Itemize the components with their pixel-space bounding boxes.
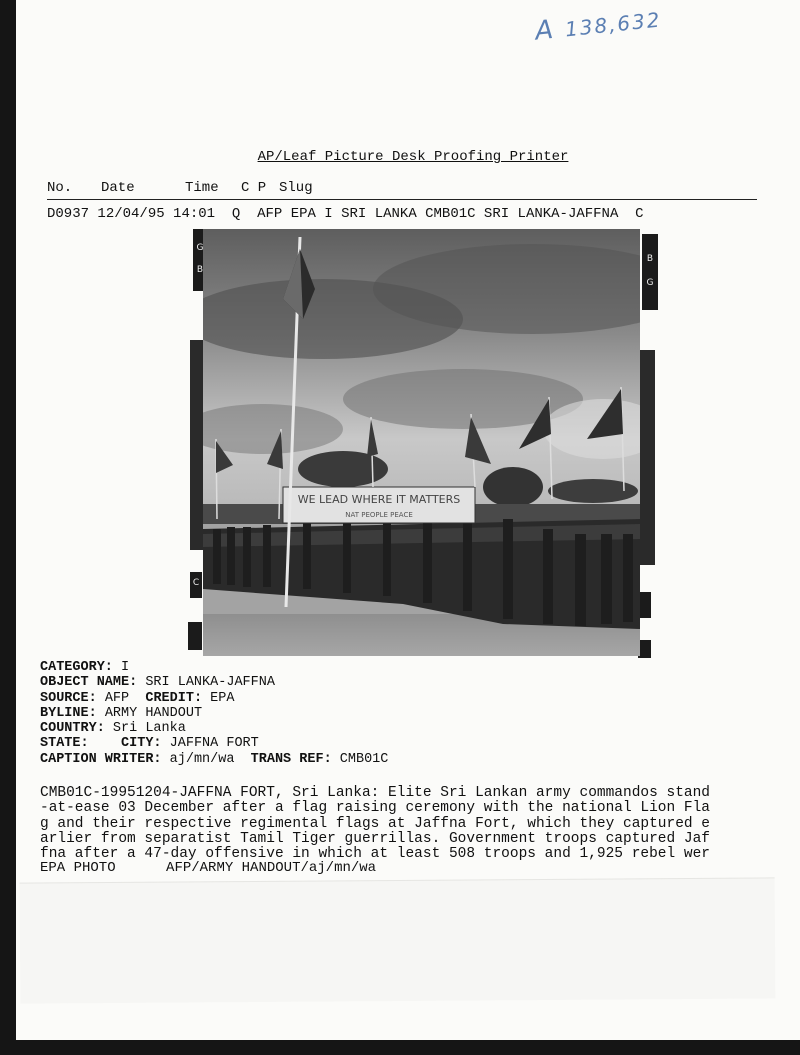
record-time: 14:01 bbox=[173, 206, 216, 222]
page-fold bbox=[20, 877, 776, 1003]
caption-line: arlier from separatist Tamil Tiger guerrillas. Government troops captured Jaf bbox=[40, 830, 711, 847]
caption-line: CMB01C-19951204-JAFFNA FORT, Sri Lanka: Elite Sri Lankan army commandos stand bbox=[40, 785, 711, 801]
col-cp: C P bbox=[241, 180, 267, 196]
banner-text: WE LEAD WHERE IT MATTERS bbox=[297, 493, 461, 506]
caption-text bbox=[40, 786, 752, 862]
column-headers bbox=[47, 180, 757, 200]
film-strip-right bbox=[640, 350, 655, 565]
caption-line: -at-ease 03 December after a flag raising ceremony with the national Lion Fla bbox=[40, 800, 711, 817]
meta-object-name: OBJECT NAME: SRI LANKA-JAFFNA bbox=[40, 675, 275, 691]
source-value: AFP bbox=[104, 690, 130, 706]
meta-byline: BYLINE: ARMY HANDOUT bbox=[40, 705, 203, 721]
page-title: AP/Leaf Picture Desk Proofing Printer bbox=[257, 149, 569, 165]
meta-country: COUNTRY: Sri Lanka bbox=[40, 721, 186, 737]
record-date: 12/04/95 bbox=[97, 206, 165, 222]
strip-letter-c: C bbox=[192, 578, 200, 588]
caption-line: g and their respective regimental flags at Jaffna Fort, which they captured e bbox=[40, 815, 711, 832]
object-name-value: SRI LANKA-JAFFNA bbox=[145, 675, 275, 691]
strip-letter-b: B bbox=[196, 265, 204, 275]
meta-state-city: STATE: CITY: JAFFNA FORT bbox=[40, 736, 259, 752]
byline-value: ARMY HANDOUT bbox=[104, 705, 203, 721]
news-photo bbox=[203, 229, 640, 656]
record-p: C bbox=[635, 206, 644, 222]
country-value: Sri Lanka bbox=[112, 721, 186, 737]
meta-source: SOURCE: AFP CREDIT: EPA bbox=[40, 690, 235, 706]
strip-letter-g-right: G bbox=[646, 278, 654, 288]
col-date: Date bbox=[101, 180, 135, 196]
footer-prefix: EPA PHOTO bbox=[40, 860, 116, 876]
record-c: Q bbox=[231, 206, 241, 222]
meta-caption-writer: CAPTION WRITER: aj/mn/wa TRANS REF: CMB01C bbox=[40, 751, 389, 767]
footer-credit: AFP/ARMY HANDOUT/aj/mn/wa bbox=[166, 860, 377, 876]
record-row bbox=[47, 206, 644, 222]
caption-footer bbox=[40, 860, 376, 876]
strip-letter-g: G bbox=[196, 243, 204, 253]
record-no: D0937 bbox=[47, 206, 90, 222]
caption-line: fna after a 47-day offensive in which at least 508 troops and 1,925 rebel wer bbox=[40, 846, 711, 863]
handwritten-number: 138,632 bbox=[563, 7, 663, 42]
strip-letter-b-right: B bbox=[646, 254, 654, 264]
col-slug: Slug bbox=[279, 180, 313, 196]
metadata-block bbox=[40, 660, 388, 767]
category-value: I bbox=[121, 660, 130, 675]
handwritten-letter: A bbox=[533, 14, 557, 47]
film-strip-left-low bbox=[190, 572, 202, 598]
record-slug: AFP EPA I SRI LANKA CMB01C SRI LANKA-JAFFNA bbox=[257, 206, 619, 222]
meta-category: CATEGORY: I bbox=[40, 660, 130, 675]
city-value: JAFFNA FORT bbox=[169, 736, 259, 752]
banner-subtext: NAT PEOPLE PEACE bbox=[345, 511, 413, 519]
film-strip-left-bottom bbox=[188, 622, 202, 650]
film-strip-right-top bbox=[642, 234, 658, 310]
col-time: Time bbox=[185, 180, 219, 196]
col-no: No. bbox=[47, 180, 73, 196]
credit-value: EPA bbox=[210, 690, 235, 706]
photo-icon bbox=[203, 229, 640, 656]
trans-ref-value: CMB01C bbox=[339, 751, 389, 767]
caption-writer-value: aj/mn/wa bbox=[169, 751, 235, 767]
